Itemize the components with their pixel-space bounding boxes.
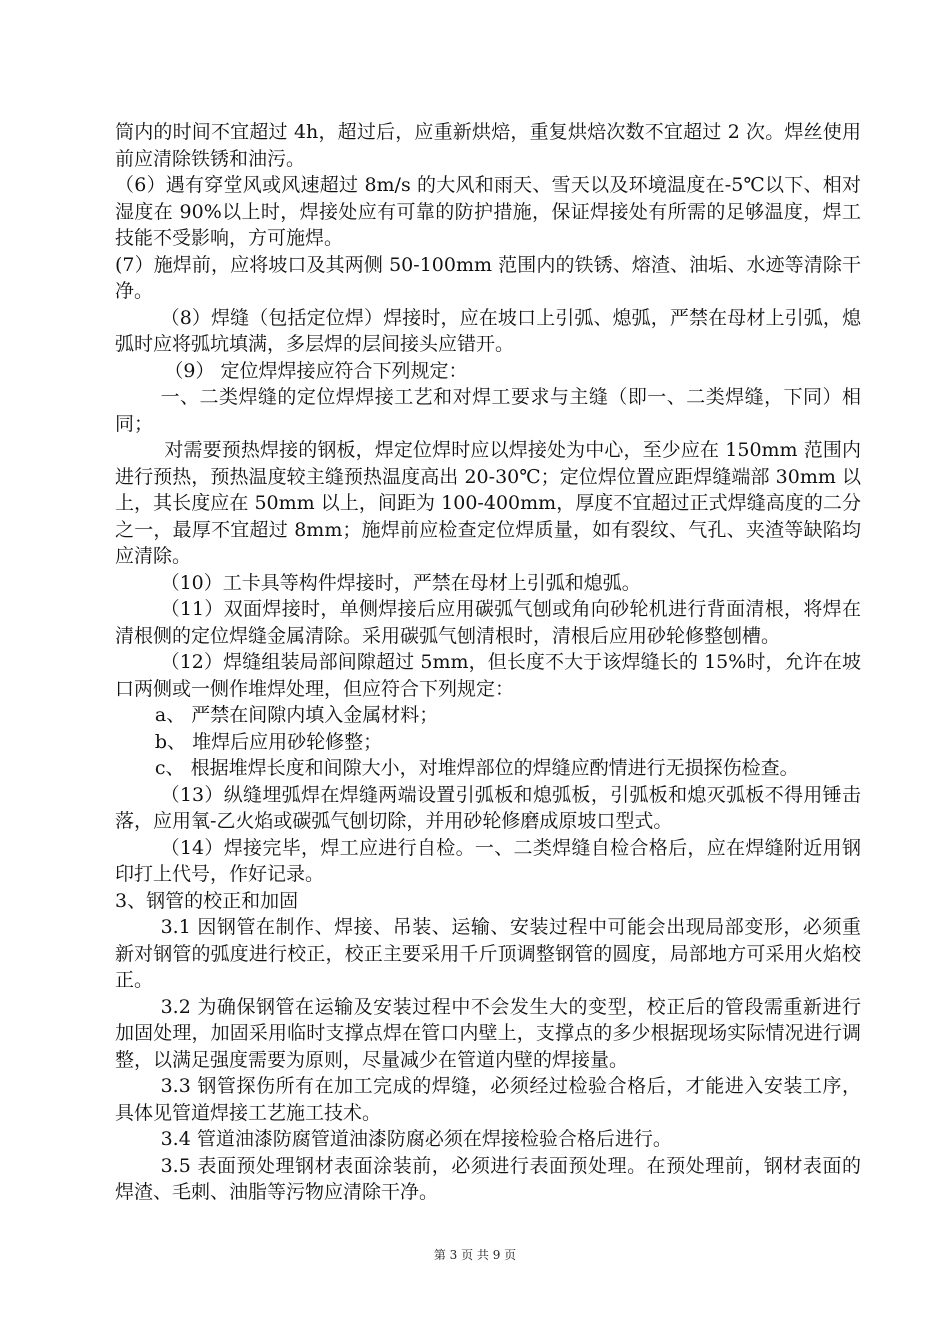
paragraph-electrode-baking: 筒内的时间不宜超过 4h，超过后，应重新烘焙，重复烘焙次数不宜超过 2 次。焊丝使用前应清除铁锈和油污。	[115, 121, 861, 170]
paragraph-3-4: 3.4 管道油漆防腐管道油漆防腐必须在焊接检验合格后进行。	[160, 1128, 672, 1150]
list-item-c: c、 根据堆焊长度和间隙大小，对堆焊部位的焊缝应酌情进行无损探伤检查。	[154, 757, 799, 779]
paragraph-item-13: （13）纵缝埋弧焊在焊缝两端设置引弧板和熄弧板，引弧板和熄灭弧板不得用锤击落，应用氧-乙火焰或碳弧气刨切除，并用砂轮修磨成原坡口型式。	[115, 783, 861, 832]
paragraph-item-10: （10）工卡具等构件焊接时，严禁在母材上引弧和熄弧。	[160, 571, 641, 594]
list-item-b: b、 堆焊后应用砂轮修整；	[154, 730, 383, 753]
paragraph-tack-weld-preheat: 对需要预热焊接的钢板，焊定位焊时应以焊接处为中心，至少应在 150mm 范围内进行预热，预热温度较主缝预热温度高出 20-30℃；定位焊位置应距焊缝端部 30mm 以上，其长度应在 50mm 以上，间距为 100-400mm，厚度不宜超过正式焊缝高度的二分之一，最厚不宜超过 8mm；施焊前应检查定位焊质量，如有裂纹、气孔、夹渣等缺陷均应清除。	[115, 439, 861, 567]
paragraph-tack-weld-rule-1: 一、二类焊缝的定位焊焊接工艺和对焊工要求与主缝（即一、二类焊缝，下同）相同；	[115, 386, 861, 435]
paragraph-item-8: （8）焊缝（包括定位焊）焊接时，应在坡口上引弧、熄弧，严禁在母材上引弧，熄弧时应将弧坑填满，多层焊的层间接头应错开。	[115, 306, 861, 355]
section-heading-3: 3、钢管的校正和加固	[115, 889, 299, 912]
list-item-a: a、 严禁在间隙内填入金属材料；	[154, 704, 439, 726]
paragraph-item-9: （9） 定位焊焊接应符合下列规定：	[164, 359, 468, 382]
paragraph-item-11: （11）双面焊接时，单侧焊接后应用碳弧气刨或角向砂轮机进行背面清根，将焊在清根侧的定位焊缝金属清除。采用碳弧气刨清根时，清根后应用砂轮修整刨槽。	[115, 598, 861, 647]
paragraph-3-1: 3.1 因钢管在制作、焊接、吊装、运输、安装过程中可能会出现局部变形，必须重新对钢管的弧度进行校正，校正主要采用千斤顶调整钢管的圆度，局部地方可采用火焰校正。	[115, 916, 861, 991]
paragraph-3-5: 3.5 表面预处理钢材表面涂装前，必须进行表面预处理。在预处理前，钢材表面的焊渣、毛刺、油脂等污物应清除干净。	[115, 1154, 861, 1203]
paragraph-3-3: 3.3 钢管探伤所有在加工完成的焊缝，必须经过检验合格后，才能进入安装工序，具体见管道焊接工艺施工技术。	[115, 1075, 861, 1124]
body-text	[115, 119, 861, 1206]
paragraph-item-12: （12）焊缝组装局部间隙超过 5mm，但长度不大于该焊缝长的 15%时，允许在坡口两侧或一侧作堆焊处理，但应符合下列规定：	[115, 651, 861, 700]
paragraph-item-7: (7）施焊前，应将坡口及其两侧 50-100mm 范围内的铁锈、熔渣、油垢、水迹等清除干净。	[115, 253, 861, 302]
paragraph-item-14: （14）焊接完毕，焊工应进行自检。一、二类焊缝自检合格后，应在焊缝附近用钢印打上代号，作好记录。	[115, 836, 861, 885]
page-number-footer: 第 3 页 共 9 页	[433, 1248, 517, 1262]
paragraph-item-6: （6）遇有穿堂风或风速超过 8m/s 的大风和雨天、雪天以及环境温度在-5℃以下、相对湿度在 90%以上时，焊接处应有可靠的防护措施，保证焊接处有所需的足够温度，焊工技能不受影响，方可施焊。	[115, 174, 861, 249]
paragraph-3-2: 3.2 为确保钢管在运输及安装过程中不会发生大的变型，校正后的管段需重新进行加固处理，加固采用临时支撑点焊在管口内壁上，支撑点的多少根据现场实际情况进行调整，以满足强度需要为原则，尽量减少在管道内壁的焊接量。	[115, 995, 861, 1071]
